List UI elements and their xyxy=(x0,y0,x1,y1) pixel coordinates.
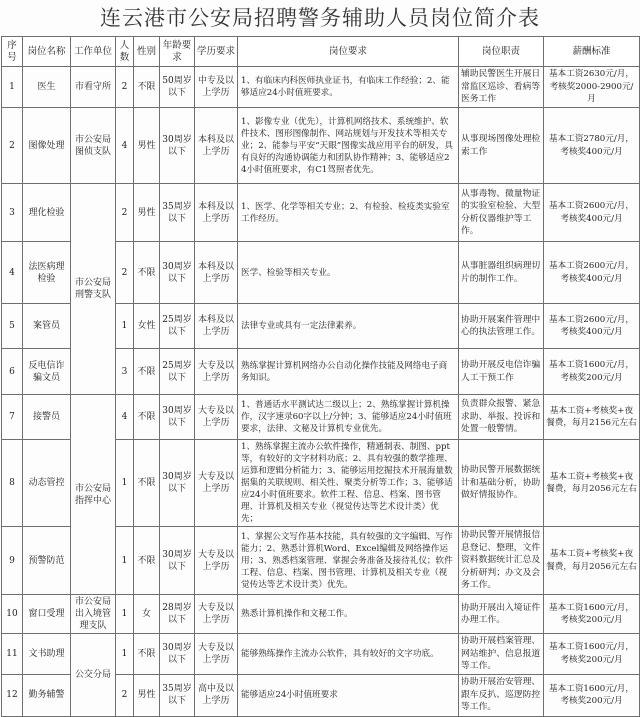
cell-count: 1 xyxy=(116,304,134,349)
cell-age: 50周岁以下 xyxy=(160,67,195,108)
cell-position: 动态管控 xyxy=(23,440,71,527)
cell-duties: 协助民警开展数据统计和基础分析，协助做好情报协作。 xyxy=(459,440,544,527)
cell-index: 11 xyxy=(2,634,23,675)
cell-education: 大专及以上学历 xyxy=(195,634,238,675)
cell-gender: 女性 xyxy=(134,304,160,349)
cell-education: 本科及以上学历 xyxy=(195,184,238,242)
cell-salary: 基本工资2600元/月，考核奖400元/月 xyxy=(544,184,640,242)
header-salary: 薪酬标准 xyxy=(544,37,640,67)
positions-table xyxy=(1,36,640,717)
cell-duties: 协助开展反电信诈骗人工干预工作 xyxy=(459,349,544,395)
cell-index: 4 xyxy=(2,242,23,304)
header-gender: 性别 xyxy=(134,37,160,67)
cell-count: 2 xyxy=(116,674,134,716)
cell-unit: 公交分局 xyxy=(71,634,116,717)
cell-duties: 协助开展档案管理、网站维护、信息报道等工作。 xyxy=(459,634,544,675)
header-position: 岗位名称 xyxy=(23,37,71,67)
cell-gender: 不限 xyxy=(134,349,160,395)
cell-requirements: 1、掌握公文写作基本技能，具有较强的文字编辑、写作能力；2、熟悉计算机Word、Excel编辑及网络操作运用；3、熟悉档案管理、掌握会务准备及接待礼仪；软件工程、信息、档案、图书管理、计算机及相关专业（视觉传达等艺术设计类）优先。 xyxy=(238,527,459,595)
cell-index: 3 xyxy=(2,184,23,242)
cell-age: 30周岁以下 xyxy=(160,108,195,184)
cell-requirements: 1、熟练掌握主流办公软件操作，精通制表、制图、ppt等，有较好的文字材料功底；2、具有较强的数学推理、运算和逻辑分析能力；3、能够运用挖掘技术开展海量数据集的关联规则、相关性、聚类分析等工作；3、能够适应24小时值班要求。软件工程、信息、档案、图书管理、计算机及相关专业（视觉传达等艺术设计类）优先； xyxy=(238,440,459,527)
cell-position: 窗口受理 xyxy=(23,595,71,634)
table-row xyxy=(2,184,640,242)
cell-requirements: 1、普通话水平测试达二级以上；2、熟练掌握计算机操作，汉字速录60字以上/分钟；3、能够适应24小时值班要求，法律、文秘及计算机专业优先。 xyxy=(238,395,459,440)
cell-duties: 从事现场图像处理检索工作 xyxy=(459,108,544,184)
cell-count: 2 xyxy=(116,184,134,242)
cell-requirements: 能够熟练操作主流办公软件，具有较好的文字功底。 xyxy=(238,634,459,675)
header-row xyxy=(2,37,640,67)
cell-count: 2 xyxy=(116,67,134,108)
table-row xyxy=(2,108,640,184)
cell-index: 1 xyxy=(2,67,23,108)
cell-position: 图像处理 xyxy=(23,108,71,184)
cell-position: 案管员 xyxy=(23,304,71,349)
cell-requirements: 熟练掌握计算机网络办公自动化操作技能及网络电子商务知识。 xyxy=(238,349,459,395)
header-duties: 岗位职责 xyxy=(459,37,544,67)
cell-education: 大专及以上学历 xyxy=(195,440,238,527)
cell-age: 30周岁以下 xyxy=(160,440,195,527)
cell-age: 30周岁以下 xyxy=(160,242,195,304)
cell-gender: 不限 xyxy=(134,440,160,527)
cell-education: 本科及以上学历 xyxy=(195,304,238,349)
cell-position: 接警员 xyxy=(23,395,71,440)
cell-duties: 从事脏器组织病理切片的制作工作。 xyxy=(459,242,544,304)
cell-position: 勤务辅警 xyxy=(23,674,71,716)
cell-unit: 市看守所 xyxy=(71,67,116,108)
cell-education: 大专及以上学历 xyxy=(195,595,238,634)
cell-salary: 基本工资+考核奖+夜餐费，每月2056元左右 xyxy=(544,527,640,595)
header-index: 序号 xyxy=(2,37,23,67)
header-unit: 工作单位 xyxy=(71,37,116,67)
cell-age: 35周岁以下 xyxy=(160,674,195,716)
cell-unit: 市公安局图侦支队 xyxy=(71,108,116,184)
table-row xyxy=(2,634,640,675)
header-requirements: 岗位要求 xyxy=(238,37,459,67)
cell-education: 高中及以上学历 xyxy=(195,674,238,716)
cell-unit: 市公安局刑警支队 xyxy=(71,184,116,395)
cell-duties: 从事毒物、微量物证的实验室检验、大型分析仪器维护等工作。 xyxy=(459,184,544,242)
cell-education: 本科及以上学历 xyxy=(195,242,238,304)
cell-index: 8 xyxy=(2,440,23,527)
header-education: 学历要求 xyxy=(195,37,238,67)
cell-index: 9 xyxy=(2,527,23,595)
cell-count: 3 xyxy=(116,349,134,395)
cell-index: 2 xyxy=(2,108,23,184)
cell-salary: 基本工资1600元/月，考核奖200元/月 xyxy=(544,595,640,634)
cell-count: 4 xyxy=(116,395,134,440)
cell-requirements: 医学、检验等相关专业。 xyxy=(238,242,459,304)
cell-duties: 协助开展出入境证件办理工作。 xyxy=(459,595,544,634)
cell-gender: 不限 xyxy=(134,395,160,440)
cell-requirements: 熟悉计算机操作和文秘工作。 xyxy=(238,595,459,634)
cell-salary: 基本工资2780元/月，考核奖400元/月 xyxy=(544,108,640,184)
cell-gender: 不限 xyxy=(134,242,160,304)
cell-education: 中专及以上学历 xyxy=(195,67,238,108)
cell-salary: 基本工资2600元/月，考核奖400元/月 xyxy=(544,304,640,349)
cell-duties: 协助开展治安管理、跟车反扒、巡逻防控等工作。 xyxy=(459,674,544,716)
table-row xyxy=(2,67,640,108)
cell-position: 理化检验 xyxy=(23,184,71,242)
cell-index: 12 xyxy=(2,674,23,716)
cell-requirements: 能够适应24小时值班要求 xyxy=(238,674,459,716)
cell-age: 25周岁以下 xyxy=(160,304,195,349)
document-title: 连云港市公安局招聘警务辅助人员岗位简介表 xyxy=(100,6,540,30)
cell-requirements: 1、医学、化学等相关专业；2、有检验、检疫类实验室工作经历。 xyxy=(238,184,459,242)
table-row xyxy=(2,595,640,634)
cell-position: 医生 xyxy=(23,67,71,108)
cell-age: 25周岁以下 xyxy=(160,349,195,395)
cell-gender: 不限 xyxy=(134,67,160,108)
cell-unit: 市公安局出入境管理支队 xyxy=(71,595,116,634)
cell-salary: 基本工资1600元/月，考核奖200元/月 xyxy=(544,674,640,716)
cell-salary: 基本工资+考核奖+夜餐费，每月2056元左右 xyxy=(544,440,640,527)
cell-age: 30周岁以下 xyxy=(160,527,195,595)
cell-salary: 基本工资1600元/月，考核奖200元/月 xyxy=(544,349,640,395)
cell-salary: 基本工资2600元/月，考核奖400元/月 xyxy=(544,242,640,304)
cell-age: 28周岁以下 xyxy=(160,595,195,634)
cell-education: 大专及以上学历 xyxy=(195,527,238,595)
cell-index: 10 xyxy=(2,595,23,634)
cell-duties: 协助民警开展情报信息登记、整理，文件资料数据统计汇总及分析研判；办文及会务工作。 xyxy=(459,527,544,595)
cell-index: 6 xyxy=(2,349,23,395)
cell-count: 1 xyxy=(116,595,134,634)
cell-salary: 基本工资1600元/月，考核奖200元/月 xyxy=(544,634,640,675)
cell-duties: 负责群众报警、紧急求助、举报、投诉和处置一般警情。 xyxy=(459,395,544,440)
cell-index: 5 xyxy=(2,304,23,349)
cell-requirements: 1、影像专业（优先），计算机网络技术、系统维护、软件技术、图形图像制作、网站规划与开发技术等相关专业；2、能参与平安“天眼”图像实战应用平台的研发，具有良好的沟通协调能力和团队协作精神；3、能够适应24小时值班要求，有C1驾照者优先。 xyxy=(238,108,459,184)
cell-position: 文书助理 xyxy=(23,634,71,675)
header-age: 年龄要求 xyxy=(160,37,195,67)
cell-age: 30周岁以下 xyxy=(160,634,195,675)
cell-education: 大专及以上学历 xyxy=(195,395,238,440)
cell-age: 30周岁以下 xyxy=(160,395,195,440)
cell-education: 大专及以上学历 xyxy=(195,349,238,395)
cell-unit: 市公安局指挥中心 xyxy=(71,395,116,595)
cell-count: 2 xyxy=(116,242,134,304)
cell-gender: 不限 xyxy=(134,527,160,595)
cell-duties: 协助开展案件管理中心的执法管理工作。 xyxy=(459,304,544,349)
cell-requirements: 法律专业或具有一定法律素养。 xyxy=(238,304,459,349)
cell-count: 1 xyxy=(116,440,134,527)
cell-gender: 女 xyxy=(134,595,160,634)
cell-education: 本科及以上学历 xyxy=(195,108,238,184)
cell-requirements: 1、有临床内科医师执业证书，有临床工作经验；2、能够适应24小时值班要求。 xyxy=(238,67,459,108)
cell-gender: 男性 xyxy=(134,184,160,242)
cell-position: 法医病理检验 xyxy=(23,242,71,304)
cell-salary: 基本工资2630元/月，考核奖2000-2900元/月 xyxy=(544,67,640,108)
cell-duties: 辅助民警医生开展日常监区巡诊、看病等医务工作 xyxy=(459,67,544,108)
header-count: 人数 xyxy=(116,37,134,67)
cell-gender: 男性 xyxy=(134,674,160,716)
cell-gender: 男性 xyxy=(134,108,160,184)
cell-age: 35周岁以下 xyxy=(160,184,195,242)
cell-count: 1 xyxy=(116,634,134,675)
table-row xyxy=(2,395,640,440)
cell-position: 预警防范 xyxy=(23,527,71,595)
cell-salary: 基本工资+考核奖+夜餐费，每月2156元左右 xyxy=(544,395,640,440)
cell-gender: 不限 xyxy=(134,634,160,675)
cell-index: 7 xyxy=(2,395,23,440)
cell-count: 1 xyxy=(116,527,134,595)
cell-position: 反电信诈骗文员 xyxy=(23,349,71,395)
cell-count: 4 xyxy=(116,108,134,184)
